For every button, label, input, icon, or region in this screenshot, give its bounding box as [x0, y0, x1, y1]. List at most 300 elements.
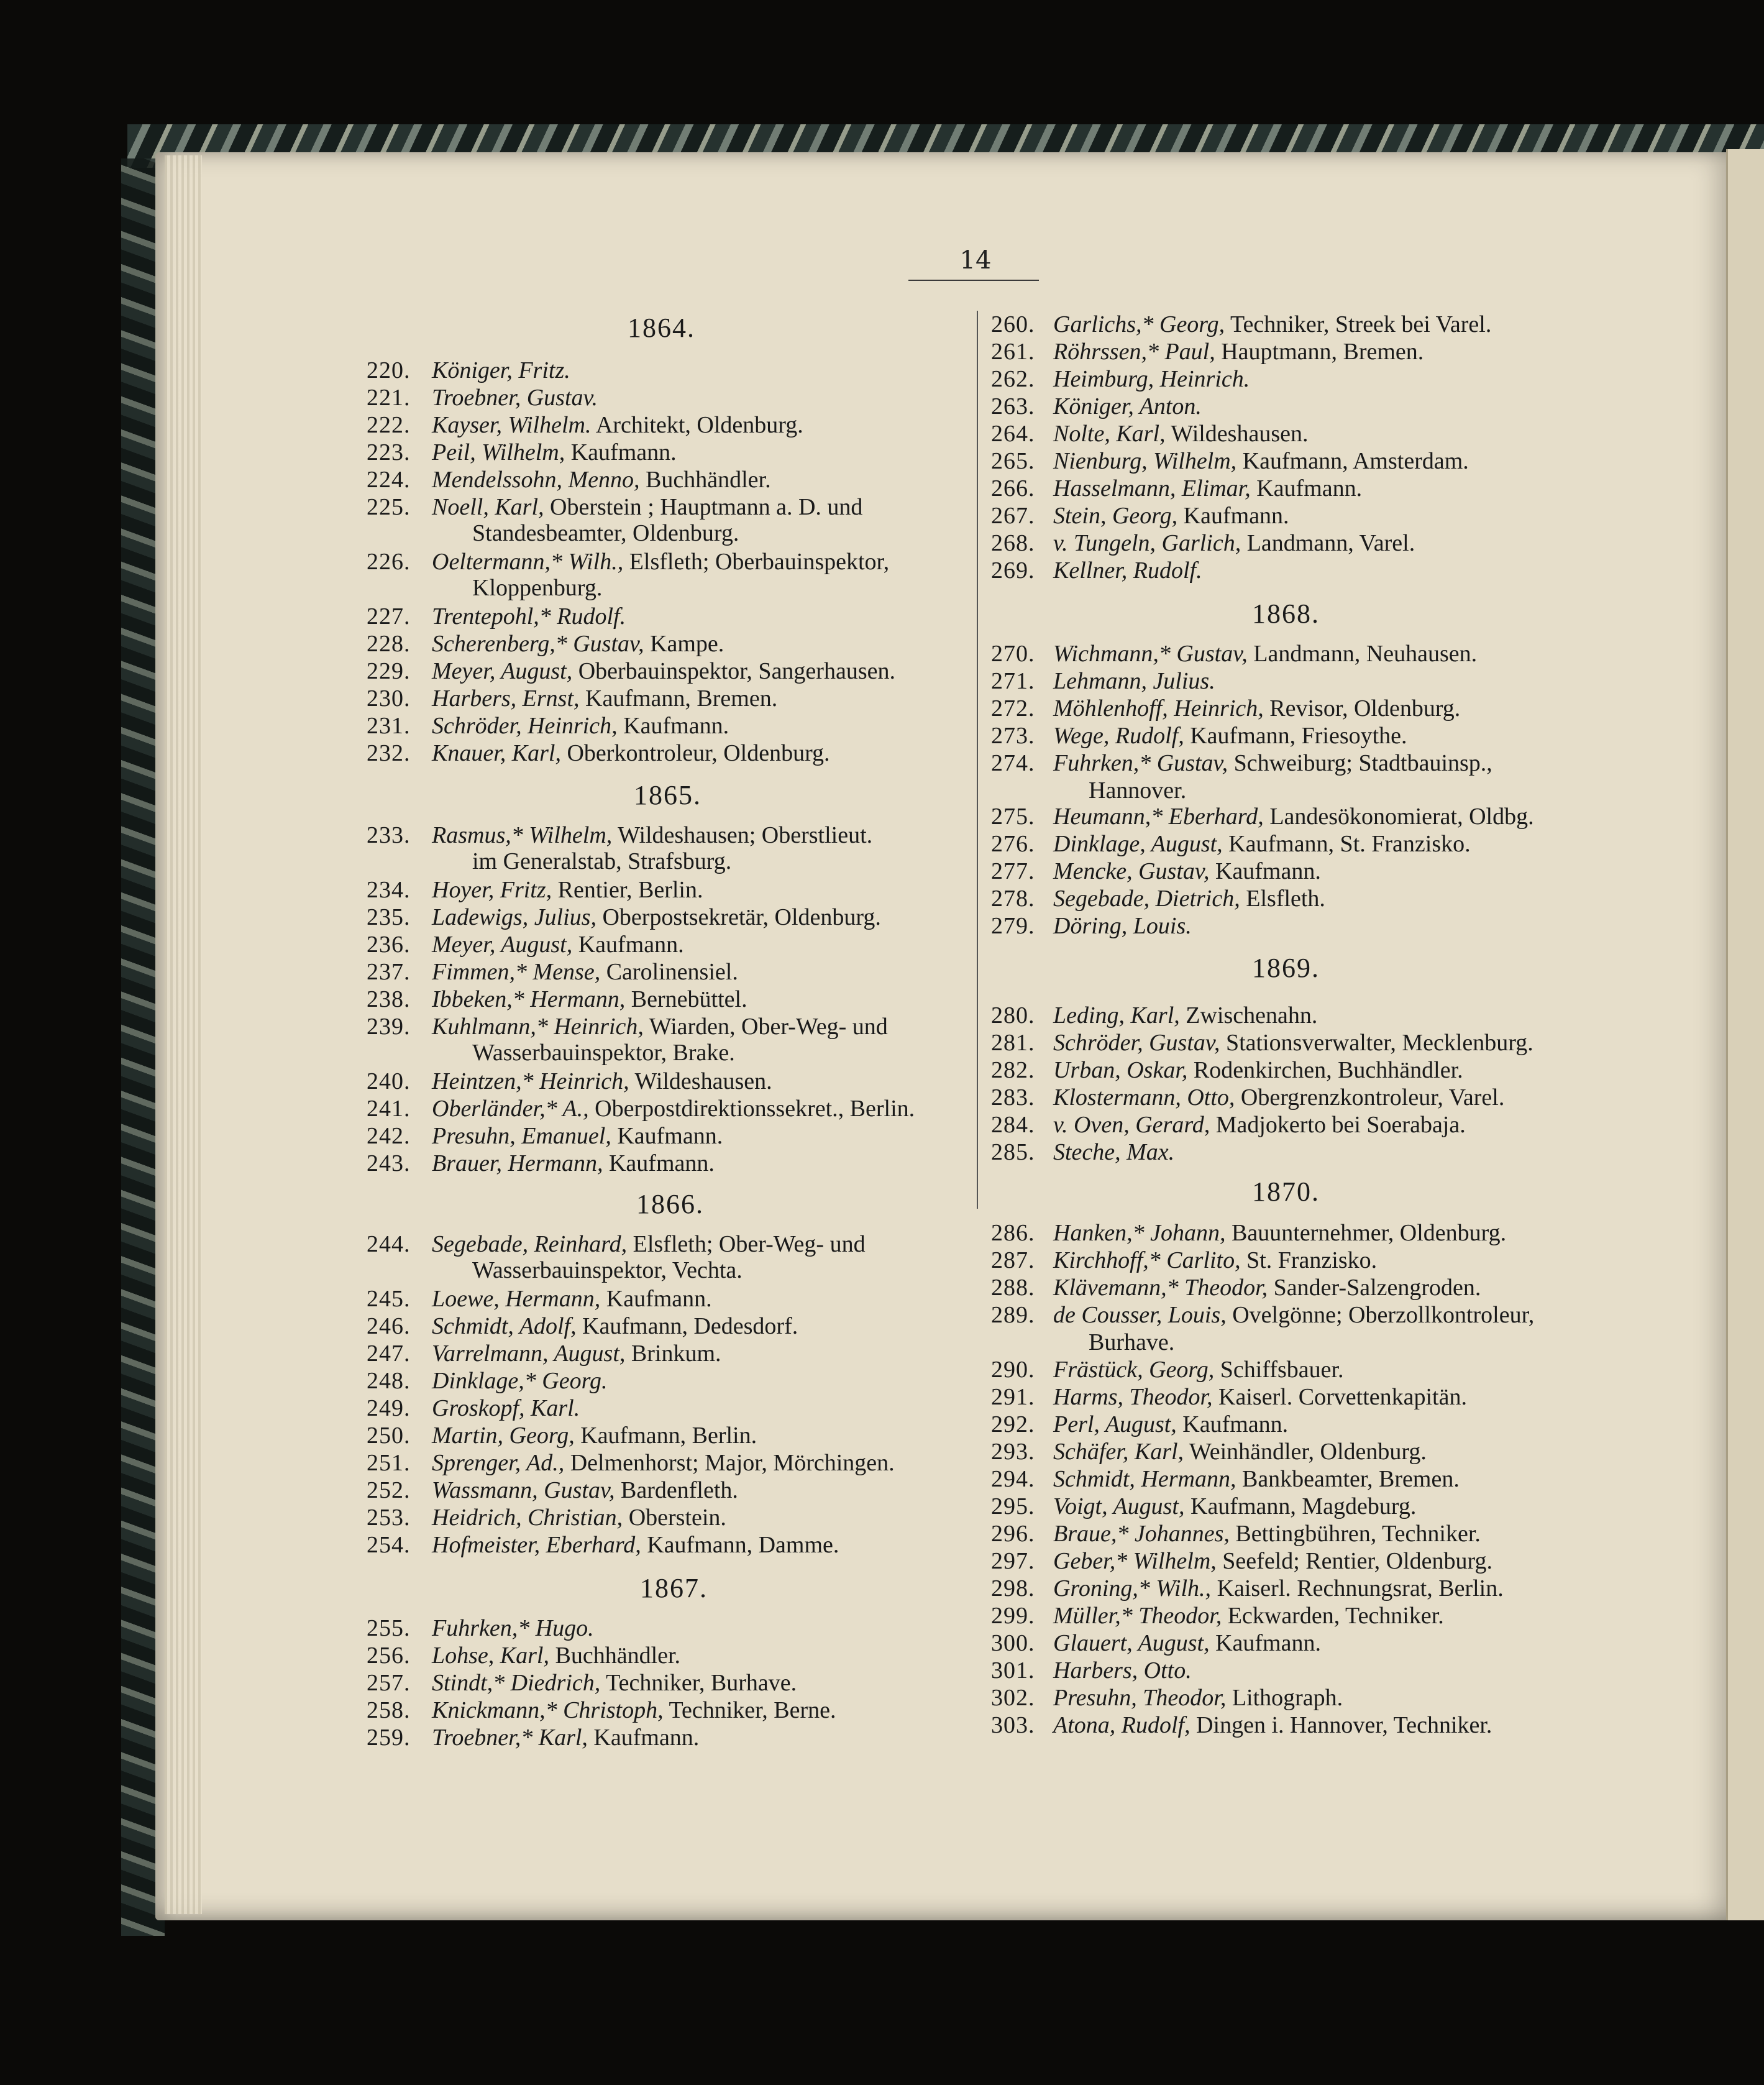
- list-item: [367, 1642, 680, 1669]
- entry-number: 273.: [991, 723, 1035, 749]
- list-item: [991, 1438, 1427, 1465]
- entry-name: Kellner, Rudolf.: [1053, 557, 1202, 584]
- entry-details: Landmann, Varel.: [1241, 530, 1415, 556]
- entry-number: 221.: [367, 385, 411, 411]
- list-item: [991, 1301, 1534, 1329]
- entry-name: Dinklage, August,: [1053, 831, 1223, 857]
- entry-name: Ladewigs, Julius,: [432, 904, 596, 930]
- list-item: [367, 1367, 607, 1395]
- entry-details: Weinhändler, Oldenburg.: [1184, 1439, 1427, 1465]
- entry-name: Müller,* Theodor,: [1053, 1603, 1222, 1629]
- entry-details: Kaufmann.: [600, 1286, 712, 1312]
- list-item: [991, 1629, 1321, 1657]
- entry-details: Kaufmann.: [565, 439, 677, 465]
- entry-number: 249.: [367, 1395, 411, 1421]
- entry-name: Meyer, August,: [432, 932, 573, 958]
- list-item: [991, 420, 1308, 447]
- entry-details: Kaufmann.: [603, 1150, 715, 1176]
- entry-continuation: Hannover.: [1089, 777, 1187, 804]
- entry-number: 263.: [991, 393, 1035, 419]
- entry-name: Schmidt, Adolf,: [432, 1313, 577, 1339]
- entry-details: Kaufmann.: [1250, 475, 1363, 502]
- entry-number: 222.: [367, 412, 411, 438]
- entry-name: Heidrich, Christian,: [432, 1505, 623, 1531]
- entry-number: 271.: [991, 668, 1035, 694]
- entry-name: Wege, Rudolf,: [1053, 723, 1184, 749]
- year-heading: 1868.: [1252, 598, 1320, 629]
- entry-name: Oeltermann,* Wilh.,: [432, 549, 624, 575]
- list-item: [367, 822, 872, 849]
- list-item: [991, 1602, 1444, 1629]
- entry-number: 257.: [367, 1670, 411, 1696]
- entry-number: 272.: [991, 695, 1035, 722]
- entry-name: Hasselmann, Elimar,: [1053, 475, 1251, 502]
- entry-details: Elsfleth; Ober-Weg- und: [627, 1231, 866, 1257]
- entry-number: 269.: [991, 557, 1035, 584]
- list-item: [991, 667, 1215, 695]
- entry-name: Königer, Fritz.: [432, 357, 570, 383]
- entry-name: Nolte, Karl,: [1053, 421, 1166, 447]
- entry-number: 223.: [367, 439, 411, 465]
- entry-details: Techniker, Burhave.: [600, 1670, 797, 1696]
- entry-number: 299.: [991, 1603, 1035, 1629]
- entry-number: 245.: [367, 1286, 411, 1312]
- entry-name: Hanken,* Johann,: [1053, 1220, 1226, 1246]
- entry-number: 228.: [367, 631, 411, 657]
- list-item: [367, 685, 777, 712]
- entry-name: Meyer, August,: [432, 658, 573, 684]
- year-heading: 1870.: [1252, 1176, 1320, 1207]
- list-item: [367, 411, 803, 439]
- entry-number: 298.: [991, 1575, 1035, 1602]
- list-item: [991, 722, 1407, 749]
- entry-name: Oberländer,* A.,: [432, 1096, 589, 1122]
- entry-details: Eckwarden, Techniker.: [1222, 1603, 1444, 1629]
- entry-continuation: Standesbeamter, Oldenburg.: [472, 520, 739, 546]
- entry-details: Dingen i. Hannover, Techniker.: [1190, 1712, 1492, 1738]
- entry-number: 255.: [367, 1615, 411, 1641]
- list-item: [991, 1383, 1467, 1411]
- list-item: [991, 885, 1325, 912]
- entry-number: 254.: [367, 1532, 411, 1558]
- entry-number: 276.: [991, 831, 1035, 857]
- entry-number: 291.: [991, 1384, 1035, 1410]
- entry-number: 296.: [991, 1521, 1035, 1547]
- entry-name: Knickmann,* Christoph,: [432, 1697, 664, 1723]
- entry-continuation: Wasserbauinspektor, Vechta.: [472, 1257, 743, 1283]
- entry-name: Groskopf, Karl.: [432, 1395, 580, 1421]
- entry-details: Kampe.: [644, 631, 724, 657]
- entry-number: 268.: [991, 530, 1035, 556]
- entry-details: Bankbeamter, Bremen.: [1236, 1466, 1460, 1492]
- entry-number: 258.: [367, 1697, 411, 1723]
- entry-details: Kaufmann, St. Franzisko.: [1222, 831, 1471, 857]
- list-item: [991, 1029, 1533, 1056]
- list-item: [991, 1520, 1481, 1547]
- entry-number: 259.: [367, 1725, 411, 1751]
- entry-details: Oberstein.: [623, 1505, 726, 1531]
- entry-name: Trentepohl,* Rudolf.: [432, 603, 626, 630]
- entry-details: St. Franzisko.: [1240, 1247, 1378, 1273]
- entry-name: Hoyer, Fritz,: [432, 877, 552, 903]
- entry-number: 300.: [991, 1630, 1035, 1656]
- list-item: [367, 1313, 798, 1340]
- entry-name: Leding, Karl,: [1053, 1002, 1180, 1029]
- entry-name: Fuhrken,* Gustav,: [1053, 750, 1228, 776]
- entry-number: 242.: [367, 1123, 411, 1149]
- entry-number: 290.: [991, 1357, 1035, 1383]
- entry-name: v. Oven, Gerard,: [1053, 1112, 1210, 1138]
- entry-name: Steche, Max.: [1053, 1139, 1175, 1165]
- entry-name: Röhrssen,* Paul,: [1053, 339, 1215, 365]
- entry-details: Zwischenahn.: [1179, 1002, 1318, 1029]
- entry-details: Kaiserl. Rechnungsrat, Berlin.: [1211, 1575, 1504, 1602]
- entry-number: 295.: [991, 1493, 1035, 1519]
- entry-details: Kaufmann, Dedesdorf.: [576, 1313, 798, 1339]
- entry-details: Bardenfleth.: [615, 1477, 738, 1503]
- year-heading: 1864.: [628, 313, 695, 343]
- entry-name: Groning,* Wilh.,: [1053, 1575, 1212, 1602]
- entry-name: Kayser, Wilhelm.: [432, 412, 592, 438]
- entry-name: Rasmus,* Wilhelm,: [432, 822, 613, 848]
- entry-details: Sander-Salzengroden.: [1268, 1275, 1481, 1301]
- entry-details: Kaufmann, Friesoythe.: [1184, 723, 1407, 749]
- list-item: [991, 1547, 1492, 1575]
- entry-name: Glauert, August,: [1053, 1630, 1210, 1656]
- list-item: [367, 1615, 594, 1642]
- list-item: [991, 1219, 1506, 1247]
- entry-name: de Cousser, Louis,: [1053, 1302, 1227, 1328]
- list-item: [991, 1002, 1317, 1029]
- entry-details: Kaufmann.: [1177, 503, 1289, 529]
- entry-name: Ibbeken,* Hermann,: [432, 986, 626, 1012]
- entry-name: Wassmann, Gustav,: [432, 1477, 615, 1503]
- entry-number: 267.: [991, 503, 1035, 529]
- entry-number: 286.: [991, 1220, 1035, 1246]
- entry-number: 230.: [367, 685, 411, 712]
- entry-details: Oberbauinspektor, Sangerhausen.: [572, 658, 895, 684]
- entry-name: Nienburg, Wilhelm,: [1053, 448, 1237, 474]
- list-item: [991, 1247, 1377, 1274]
- entry-details: Kaufmann.: [617, 713, 729, 739]
- year-heading: 1865.: [634, 780, 701, 810]
- list-item: [991, 1111, 1466, 1139]
- entry-name: Mendelssohn, Menno,: [432, 467, 640, 493]
- list-item: [367, 1230, 866, 1258]
- list-item: [367, 548, 889, 575]
- year-heading: 1866.: [636, 1189, 704, 1219]
- entry-number: 226.: [367, 549, 411, 575]
- entry-details: Oberpostsekretär, Oldenburg.: [596, 904, 881, 930]
- list-item: [367, 1697, 836, 1724]
- list-item: [367, 1340, 721, 1367]
- entry-name: Stein, Georg,: [1053, 503, 1178, 529]
- list-item: [991, 1493, 1416, 1520]
- entry-name: Heimburg, Heinrich.: [1053, 366, 1250, 392]
- entry-name: Fimmen,* Mense,: [432, 959, 601, 985]
- entry-name: Heumann,* Eberhard,: [1053, 804, 1264, 830]
- entry-details: Schiffsbauer.: [1214, 1357, 1344, 1383]
- entry-number: 235.: [367, 904, 411, 930]
- entry-details: Bauunternehmer, Oldenburg.: [1225, 1220, 1507, 1246]
- entry-name: Schäfer, Karl,: [1053, 1439, 1184, 1465]
- list-item: [367, 493, 862, 521]
- entry-number: 224.: [367, 467, 411, 493]
- entry-number: 238.: [367, 986, 411, 1012]
- entry-number: 240.: [367, 1068, 411, 1094]
- entry-details: Techniker, Berne.: [663, 1697, 836, 1723]
- entry-number: 287.: [991, 1247, 1035, 1273]
- entry-details: Bernebüttel.: [625, 986, 747, 1012]
- list-item: [991, 749, 1492, 777]
- entry-name: Harms, Theodor,: [1053, 1384, 1213, 1410]
- entry-number: 278.: [991, 886, 1035, 912]
- entry-details: Ovelgönne; Oberzollkontroleur,: [1226, 1302, 1535, 1328]
- page-edges: [165, 155, 202, 1914]
- entry-name: Noell, Karl,: [432, 494, 544, 520]
- entry-name: Scherenberg,* Gustav,: [432, 631, 644, 657]
- list-item: [367, 384, 598, 411]
- entry-name: Martin, Georg,: [432, 1423, 575, 1449]
- entry-number: 274.: [991, 750, 1035, 776]
- list-item: [367, 1150, 715, 1177]
- entry-number: 251.: [367, 1450, 411, 1476]
- entry-name: Brauer, Hermann,: [432, 1150, 603, 1176]
- entry-name: Troebner, Gustav.: [432, 385, 598, 411]
- list-item: [991, 1084, 1504, 1111]
- list-item: [367, 1395, 580, 1422]
- entry-details: Elsfleth; Oberbauinspektor,: [623, 549, 890, 575]
- entry-name: Troebner,* Karl,: [432, 1725, 588, 1751]
- entry-details: Kaufmann.: [1209, 858, 1321, 884]
- entry-name: Braue,* Johannes,: [1053, 1521, 1230, 1547]
- list-item: [991, 393, 1202, 420]
- entry-name: Harbers, Otto.: [1053, 1657, 1192, 1684]
- entry-number: 283.: [991, 1084, 1035, 1111]
- list-item: [991, 803, 1534, 830]
- list-item: [367, 1095, 915, 1122]
- list-item: [367, 1531, 839, 1559]
- entry-number: 297.: [991, 1548, 1035, 1574]
- entry-name: Dinklage,* Georg.: [432, 1368, 608, 1394]
- entry-number: 266.: [991, 475, 1035, 502]
- entry-number: 280.: [991, 1002, 1035, 1029]
- list-item: [367, 630, 724, 658]
- list-item: [367, 986, 747, 1013]
- entry-name: Garlichs,* Georg,: [1053, 311, 1225, 337]
- entry-number: 284.: [991, 1112, 1035, 1138]
- entry-details: Techniker, Streek bei Varel.: [1225, 311, 1492, 337]
- list-item: [367, 1449, 895, 1477]
- entry-details: Madjokerto bei Soerabaja.: [1210, 1112, 1466, 1138]
- entry-number: 256.: [367, 1643, 411, 1669]
- list-item: [991, 338, 1424, 365]
- entry-number: 281.: [991, 1030, 1035, 1056]
- entry-continuation: Kloppenburg.: [472, 575, 603, 601]
- list-item: [991, 830, 1471, 858]
- list-item: [991, 447, 1469, 475]
- list-item: [367, 931, 684, 958]
- list-item: [991, 1657, 1192, 1684]
- entry-details: Kaufmann.: [572, 932, 684, 958]
- entry-number: 285.: [991, 1139, 1035, 1165]
- year-heading: 1869.: [1252, 953, 1320, 983]
- list-item: [367, 1724, 699, 1751]
- entry-number: 252.: [367, 1477, 411, 1503]
- entry-details: Seefeld; Rentier, Oldenburg.: [1216, 1548, 1492, 1574]
- list-item: [367, 603, 626, 630]
- entry-number: 282.: [991, 1057, 1035, 1083]
- list-item: [991, 1411, 1288, 1438]
- entry-name: Loewe, Hermann,: [432, 1286, 601, 1312]
- entry-name: Klostermann, Otto,: [1053, 1084, 1235, 1111]
- list-item: [367, 466, 771, 493]
- entry-name: Fuhrken,* Hugo.: [432, 1615, 594, 1641]
- entry-details: Landmann, Neuhausen.: [1247, 641, 1478, 667]
- entry-name: Hofmeister, Eberhard,: [432, 1532, 641, 1558]
- entry-name: Klävemann,* Theodor,: [1053, 1275, 1268, 1301]
- facing-page-edge: [1726, 149, 1764, 1920]
- entry-number: 277.: [991, 858, 1035, 884]
- entry-number: 241.: [367, 1096, 411, 1122]
- entry-number: 220.: [367, 357, 411, 383]
- entry-number: 247.: [367, 1340, 411, 1367]
- list-item: [991, 858, 1321, 885]
- entry-details: Brinkum.: [625, 1340, 721, 1367]
- list-item: [991, 1356, 1344, 1383]
- list-item: [367, 439, 677, 466]
- entry-number: 279.: [991, 913, 1035, 939]
- entry-number: 237.: [367, 959, 411, 985]
- entry-number: 303.: [991, 1712, 1035, 1738]
- entry-name: Peil, Wilhelm,: [432, 439, 565, 465]
- list-item: [991, 1712, 1492, 1739]
- entry-name: Presuhn, Theodor,: [1053, 1685, 1227, 1711]
- entry-number: 246.: [367, 1313, 411, 1339]
- entry-number: 244.: [367, 1231, 411, 1257]
- list-item: [991, 912, 1192, 940]
- entry-name: Kirchhoff,* Carlito,: [1053, 1247, 1241, 1273]
- list-item: [367, 357, 570, 384]
- list-item: [991, 640, 1477, 667]
- entry-details: Oberstein ; Hauptmann a. D. und: [544, 494, 863, 520]
- list-item: [991, 1465, 1460, 1493]
- entry-details: Wildeshausen; Oberstlieut.: [612, 822, 873, 848]
- entry-details: Buchhändler.: [549, 1643, 681, 1669]
- entry-name: Segebade, Dietrich,: [1053, 886, 1240, 912]
- list-item: [367, 1122, 723, 1150]
- list-item: [991, 695, 1460, 722]
- entry-details: Rentier, Berlin.: [552, 877, 703, 903]
- entry-number: 265.: [991, 448, 1035, 474]
- entry-number: 289.: [991, 1302, 1035, 1328]
- list-item: [991, 475, 1362, 502]
- entry-number: 302.: [991, 1685, 1035, 1711]
- entry-name: Harbers, Ernst,: [432, 685, 580, 712]
- entry-name: Möhlenhoff, Heinrich,: [1053, 695, 1264, 722]
- entry-name: Kuhlmann,* Heinrich,: [432, 1014, 644, 1040]
- list-item: [991, 1684, 1343, 1712]
- entry-name: Varrelmann, August,: [432, 1340, 626, 1367]
- entry-name: Atona, Rudolf,: [1053, 1712, 1190, 1738]
- list-item: [991, 365, 1250, 393]
- entry-details: Wildeshausen.: [629, 1068, 772, 1094]
- entry-name: Schröder, Gustav,: [1053, 1030, 1220, 1056]
- entry-number: 229.: [367, 658, 411, 684]
- list-item: [367, 904, 881, 931]
- entry-name: Königer, Anton.: [1053, 393, 1202, 419]
- entry-name: Geber,* Wilhelm,: [1053, 1548, 1217, 1574]
- entry-details: Kaufmann.: [1176, 1411, 1289, 1437]
- entry-number: 250.: [367, 1423, 411, 1449]
- entry-details: Hauptmann, Bremen.: [1215, 339, 1424, 365]
- entry-details: Delmenhorst; Major, Mörchingen.: [564, 1450, 895, 1476]
- entry-name: Frästück, Georg,: [1053, 1357, 1215, 1383]
- entry-number: 231.: [367, 713, 411, 739]
- entry-name: v. Tungeln, Garlich,: [1053, 530, 1241, 556]
- entry-details: Kaufmann.: [1209, 1630, 1321, 1656]
- entry-number: 293.: [991, 1439, 1035, 1465]
- column-divider: [977, 311, 978, 1209]
- entry-name: Segebade, Reinhard,: [432, 1231, 628, 1257]
- entry-details: Oberpostdirektionssekret., Berlin.: [588, 1096, 915, 1122]
- entry-number: 275.: [991, 804, 1035, 830]
- list-item: [991, 557, 1202, 584]
- entry-details: Lithograph.: [1226, 1685, 1343, 1711]
- list-item: [991, 529, 1415, 557]
- entry-number: 294.: [991, 1466, 1035, 1492]
- entry-details: Kaiserl. Corvettenkapitän.: [1212, 1384, 1467, 1410]
- entry-name: Voigt, August,: [1053, 1493, 1185, 1519]
- list-item: [991, 1575, 1504, 1602]
- entry-name: Lohse, Karl,: [432, 1643, 549, 1669]
- year-heading: 1867.: [640, 1573, 708, 1603]
- list-item: [991, 1274, 1481, 1301]
- entry-number: 234.: [367, 877, 411, 903]
- list-item: [991, 1139, 1174, 1166]
- entry-name: Döring, Louis.: [1053, 913, 1192, 939]
- entry-details: Architekt, Oldenburg.: [591, 412, 803, 438]
- list-item: [367, 740, 830, 767]
- list-item: [367, 1285, 712, 1313]
- entry-number: 239.: [367, 1014, 411, 1040]
- entry-name: Heintzen,* Heinrich,: [432, 1068, 629, 1094]
- entry-name: Schmidt, Hermann,: [1053, 1466, 1236, 1492]
- entry-details: Kaufmann.: [587, 1725, 700, 1751]
- list-item: [367, 1669, 797, 1697]
- entry-details: Obergrenzkontroleur, Varel.: [1235, 1084, 1505, 1111]
- list-item: [367, 958, 738, 986]
- entry-continuation: Burhave.: [1089, 1329, 1175, 1355]
- entry-number: 262.: [991, 366, 1035, 392]
- entry-name: Lehmann, Julius.: [1053, 668, 1215, 694]
- entry-details: Kaufmann, Magdeburg.: [1184, 1493, 1417, 1519]
- entry-number: 301.: [991, 1657, 1035, 1684]
- entry-details: Buchhändler.: [639, 467, 771, 493]
- entry-name: Perl, August,: [1053, 1411, 1177, 1437]
- list-item: [367, 1068, 772, 1095]
- entry-details: Revisor, Oldenburg.: [1263, 695, 1461, 722]
- entry-details: Carolinensiel.: [600, 959, 738, 985]
- entry-details: Kaufmann, Bremen.: [579, 685, 778, 712]
- entry-details: Kaufmann, Berlin.: [574, 1423, 757, 1449]
- entry-number: 236.: [367, 932, 411, 958]
- entry-details: Kaufmann, Amsterdam.: [1236, 448, 1469, 474]
- entry-number: 260.: [991, 311, 1035, 337]
- entry-continuation: im Generalstab, Strafsburg.: [472, 848, 732, 874]
- entry-number: 288.: [991, 1275, 1035, 1301]
- entry-details: Wildeshausen.: [1165, 421, 1309, 447]
